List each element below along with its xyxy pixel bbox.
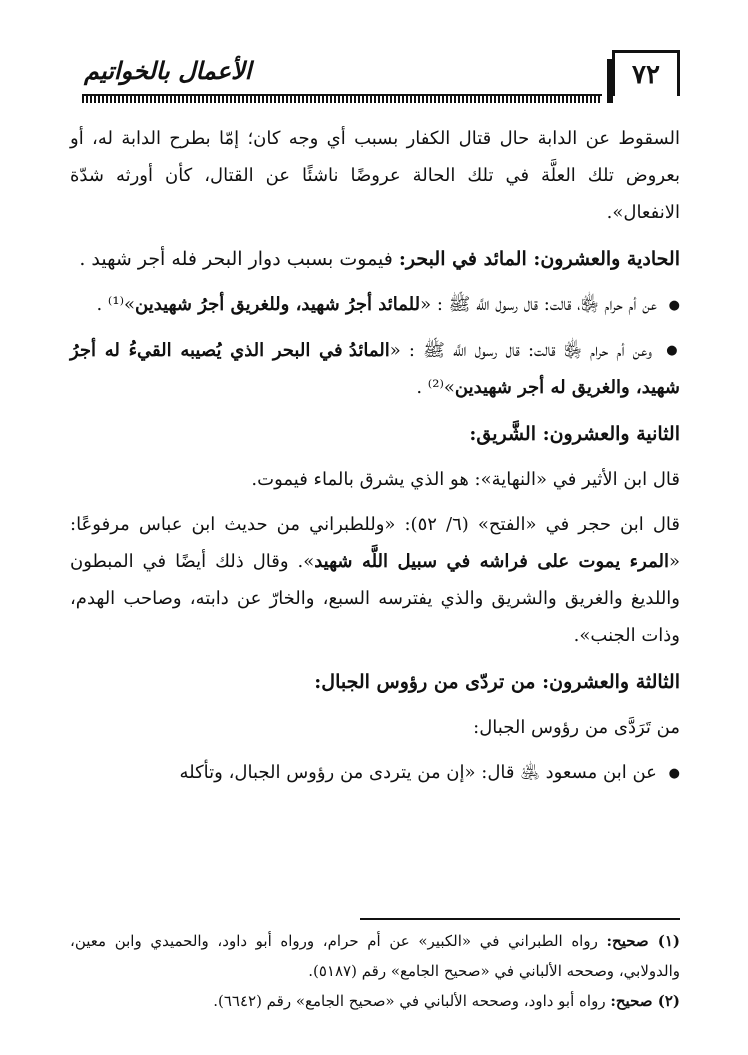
- section-heading-23: الثالثة والعشرون: من تردّى من رؤوس الجبال:: [314, 671, 680, 693]
- paragraph-taraddi: من تَرَدَّى من رؤوس الجبال:: [473, 717, 680, 738]
- hadith-intro: عن ابن مسعود ﵁ قال: «إن من يتردى من رؤوس الجبال، وتأكله: [179, 762, 657, 783]
- footnote-1: [70, 926, 680, 986]
- hadith-quote: للمائد أجرُ شهيد، وللغريق أجرُ شهيدين: [135, 294, 421, 315]
- hadith-bullet-1: [70, 286, 680, 324]
- hadith-bullet-2: [70, 332, 680, 407]
- running-title: الأعمال بالخواتيم: [84, 56, 252, 85]
- footnote-label: (١) صحيح:: [606, 932, 680, 950]
- footnotes: [70, 926, 680, 1016]
- paragraph-continuation: السقوط عن الدابة حال قتال الكفار بسبب أي وجه كان؛ إمّا بطرح الدابة له، أو بعروض تلك العلَّة في تلك الحالة عروضًا ناشئًا عن القتال، كأن أورثه شدّة الانفعال».: [70, 128, 680, 223]
- hadith-bullet-3: [70, 754, 680, 792]
- section-heading-21: [70, 241, 680, 278]
- header-rule: [82, 94, 602, 103]
- fath-quote: المرء يموت على فراشه في سبيل اللَّه شهيد: [314, 551, 669, 572]
- hadith-intro: وعن أم حرام ﵂ قالت: قال رسول اللَّه ﷺ : «: [389, 339, 653, 361]
- hadith-intro: عن أم حرام ﵂، قالت: قال رسول اللَّه ﷺ : «: [420, 294, 657, 315]
- page-number: ٧٢: [612, 50, 680, 96]
- section-text: فيموت بسبب دوار البحر فله أجر شهيد .: [79, 248, 399, 270]
- footnote-rule: [360, 918, 680, 920]
- fath-text-start: قال ابن حجر في «الفتح» (٦/ ٥٢): «وللطبراني من حديث ابن عباس مرفوعًا: «: [70, 514, 681, 572]
- footnote-label: (٢) صحيح:: [610, 992, 680, 1010]
- footnote-text: رواه الطبراني في «الكبير» عن أم حرام، ورواه أبو داود، والحميدي وابن معين، والدولابي، وصححه الألباني في «صحيح الجامع» رقم (٥١٨٧).: [70, 932, 680, 980]
- section-title: الحادية والعشرون: المائد في البحر:: [398, 248, 680, 270]
- section-heading-22: الثانية والعشرون: الشَّريق:: [469, 423, 680, 445]
- hadith-end: »⁽²⁾ .: [416, 377, 455, 398]
- hadith-end: »⁽¹⁾ .: [96, 294, 136, 315]
- paragraph-fath: [70, 506, 680, 654]
- hadith-quote: المائدُ في البحر الذي يُصيبه القيءُ له أجرُ شهيد، والغريق له أجر شهيدين: [70, 339, 680, 398]
- body-text: [70, 120, 680, 800]
- book-page: [70, 30, 680, 1030]
- page-header: [70, 50, 680, 108]
- footnote-text: رواه أبو داود، وصححه الألباني في «صحيح الجامع» رقم (٦٦٤٢).: [213, 992, 611, 1010]
- fath-text-end: ». وقال ذلك أيضًا في المبطون واللديغ والغريق والشريق والذي يفترسه السبع، والخارّ عن دابته، وصاحب الهدم، وذات الجنب».: [70, 551, 680, 646]
- footnote-2: [70, 986, 680, 1016]
- paragraph-nihaya: قال ابن الأثير في «النهاية»: هو الذي يشرق بالماء فيموت.: [251, 469, 680, 490]
